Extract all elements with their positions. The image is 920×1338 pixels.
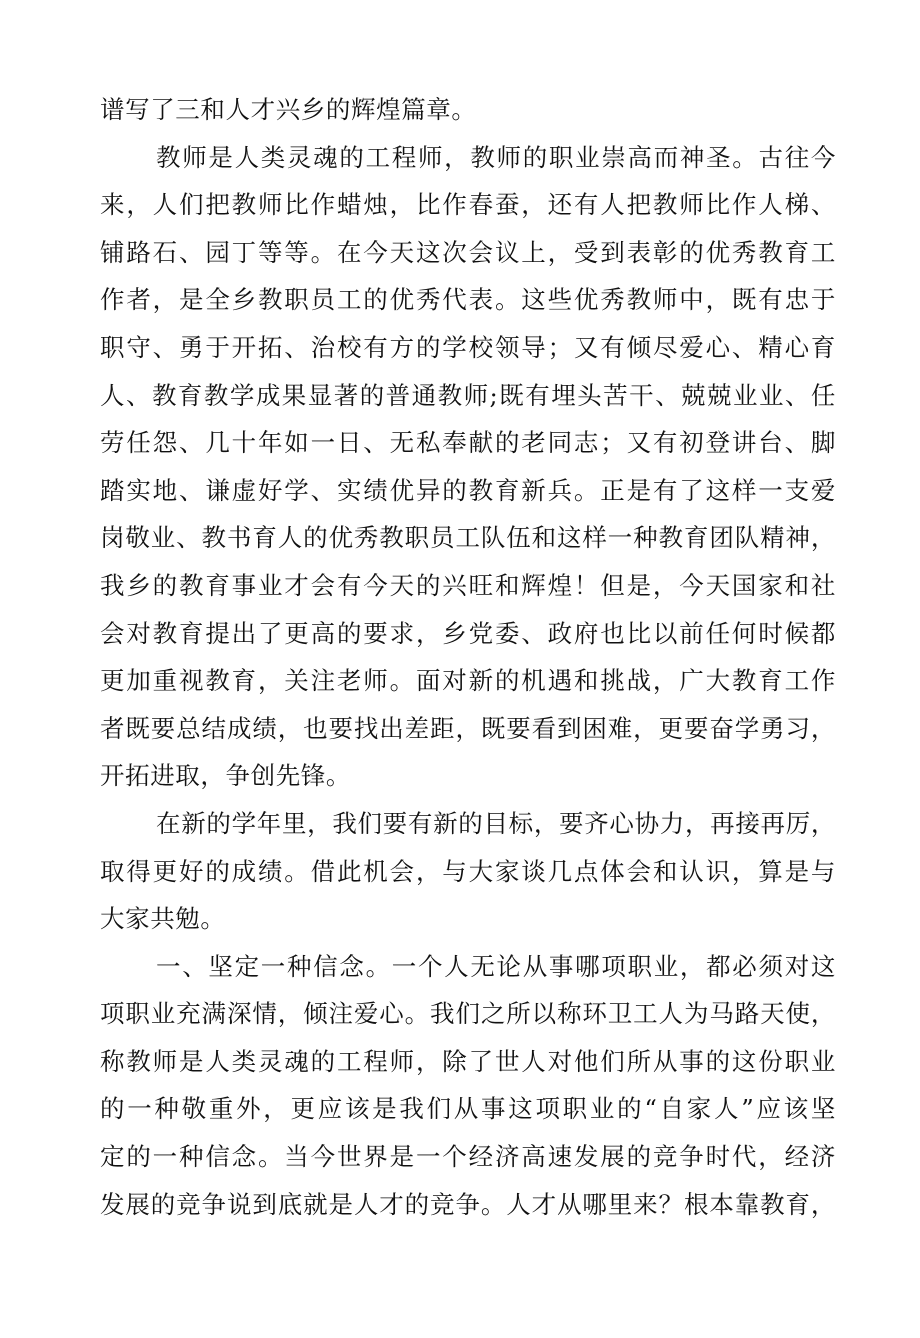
text-line: 在新的学年里，我们要有新的目标，要齐心协力，再接再厉，	[156, 808, 836, 838]
text-line: 称教师是人类灵魂的工程师，除了世人对他们所从事的这份职业	[100, 1046, 836, 1076]
text-line: 开拓进取，争创先锋。	[100, 761, 351, 791]
text-line: 定的一种信念。当今世界是一个经济高速发展的竞争时代，经济	[100, 1142, 836, 1172]
text-line: 者既要总结成绩，也要找出差距，既要看到困难，更要奋学勇习，	[100, 713, 836, 743]
text-line: 铺路石、园丁等等。在今天这次会议上，受到表彰的优秀教育工	[100, 237, 836, 267]
text-line: 大家共勉。	[100, 904, 226, 934]
text-line: 劳任怨、几十年如一日、无私奉献的老同志；又有初登讲台、脚	[100, 428, 836, 458]
text-line: 职守、勇于开拓、治校有方的学校领导；又有倾尽爱心、精心育	[100, 332, 836, 362]
text-line: 一、坚定一种信念。一个人无论从事哪项职业，都必须对这	[156, 951, 836, 981]
text-line: 取得更好的成绩。借此机会，与大家谈几点体会和认识，算是与	[100, 856, 836, 886]
text-line: 作者，是全乡教职员工的优秀代表。这些优秀教师中，既有忠于	[100, 285, 836, 315]
text-line: 更加重视教育，关注老师。面对新的机遇和挑战，广大教育工作	[100, 666, 836, 696]
text-line: 岗敬业、教书育人的优秀教职员工队伍和这样一种教育团队精神，	[100, 523, 836, 553]
text-line: 踏实地、谦虚好学、实绩优异的教育新兵。正是有了这样一支爱	[100, 475, 836, 505]
text-line: 发展的竞争说到底就是人才的竞争。人才从哪里来？根本靠教育，	[100, 1189, 836, 1219]
text-line: 谱写了三和人才兴乡的辉煌篇章。	[100, 95, 477, 124]
text-line: 来，人们把教师比作蜡烛，比作春蚕，还有人把教师比作人梯、	[100, 190, 836, 220]
document-page	[100, 86, 836, 1228]
text-line: 我乡的教育事业才会有今天的兴旺和辉煌！但是，今天国家和社	[100, 570, 836, 600]
text-line: 人、教育教学成果显著的普通教师;既有埋头苦干、兢兢业业、任	[100, 380, 836, 410]
text-line: 会对教育提出了更高的要求，乡党委、政府也比以前任何时候都	[100, 618, 836, 648]
text-line: 项职业充满深情，倾注爱心。我们之所以称环卫工人为马路天使，	[100, 999, 836, 1029]
text-line: 的一种敬重外，更应该是我们从事这项职业的“自家人”应该坚	[100, 1094, 836, 1124]
text-line: 教师是人类灵魂的工程师，教师的职业崇高而神圣。古往今	[156, 142, 836, 172]
